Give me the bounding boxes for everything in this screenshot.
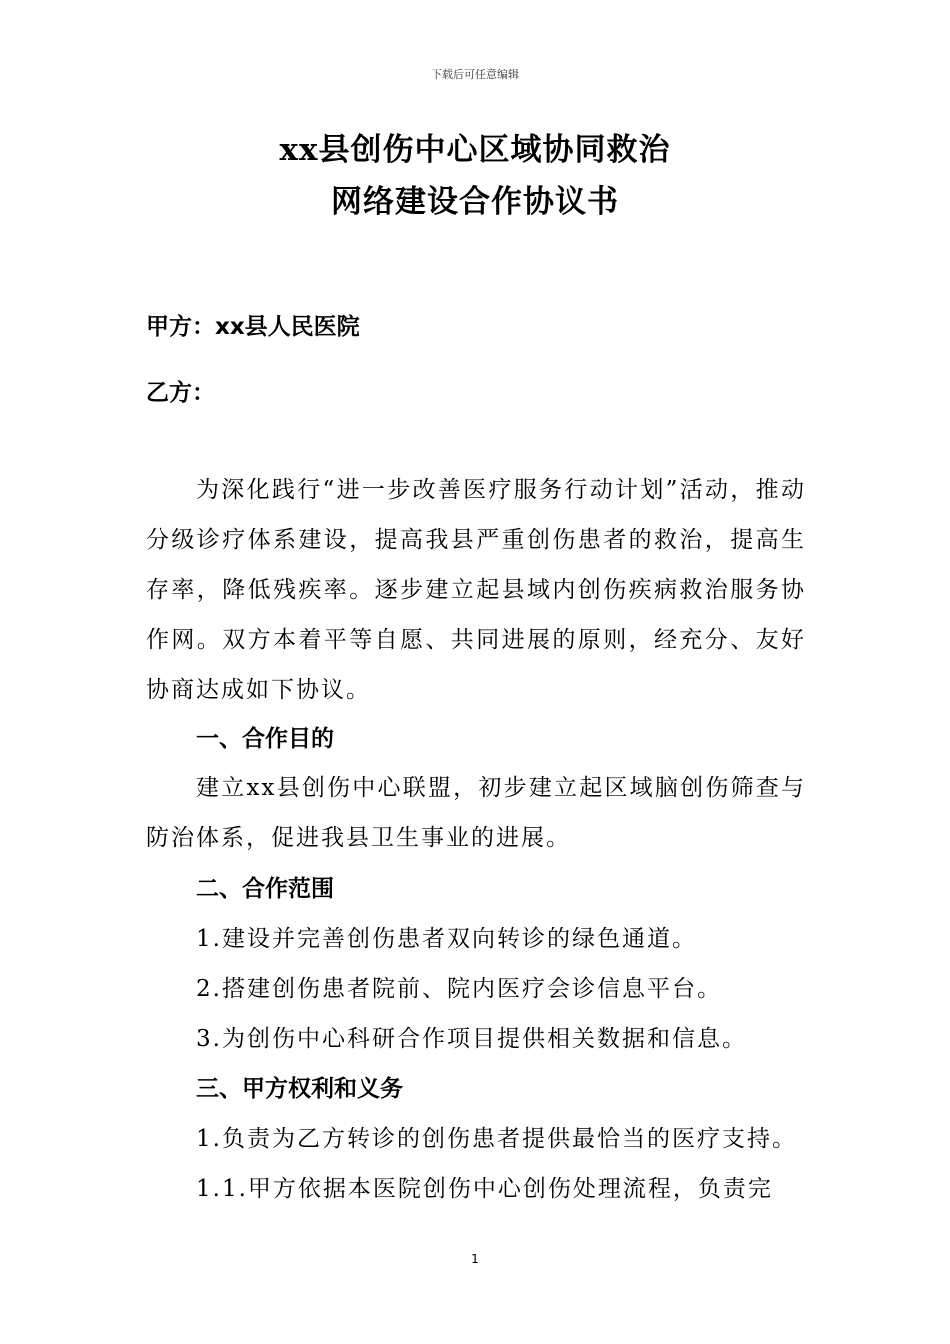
party-b: 乙方： [146,380,215,406]
section-purpose-paragraph: 建立xx县创伤中心联盟，初步建立起区域脑创伤筛查与防治体系，促进我县卫生事业的进展。 [146,775,806,851]
duty-item-1-1: 1.1.甲方依据本医院创伤中心创伤处理流程，负责完 [196,1176,773,1202]
document-title-line-1: xx县创伤中心区域协同救治 [279,132,671,168]
section-heading-purpose: 一、合作目的 [196,726,334,752]
section-heading-scope: 二、合作范围 [196,876,334,902]
scope-item-1: 1.建设并完善创伤患者双向转诊的绿色通道。 [196,926,697,952]
page-number: 1 [471,1252,479,1266]
header-note: 下载后可任意编辑 [431,68,519,81]
duty-item-1: 1.负责为乙方转诊的创伤患者提供最恰当的医疗支持。 [196,1126,797,1152]
intro-paragraph: 为深化践行“进一步改善医疗服务行动计划”活动，推动分级诊疗体系建设，提高我县严重创伤患者的救治，提高生存率，降低残疾率。逐步建立起县域内创伤疾病救治服务协作网。双方本着平等自愿、共同进展的原则，经充分、友好协商达成如下协议。 [146,477,806,703]
section-heading-party-a-duties: 三、甲方权利和义务 [196,1076,403,1102]
scope-item-2: 2.搭建创伤患者院前、院内医疗会诊信息平台。 [196,976,722,1002]
party-a: 甲方：xx县人民医院 [146,314,360,340]
document-title-line-2: 网络建设合作协议书 [331,184,619,220]
scope-item-3: 3.为创伤中心科研合作项目提供相关数据和信息。 [196,1026,747,1052]
